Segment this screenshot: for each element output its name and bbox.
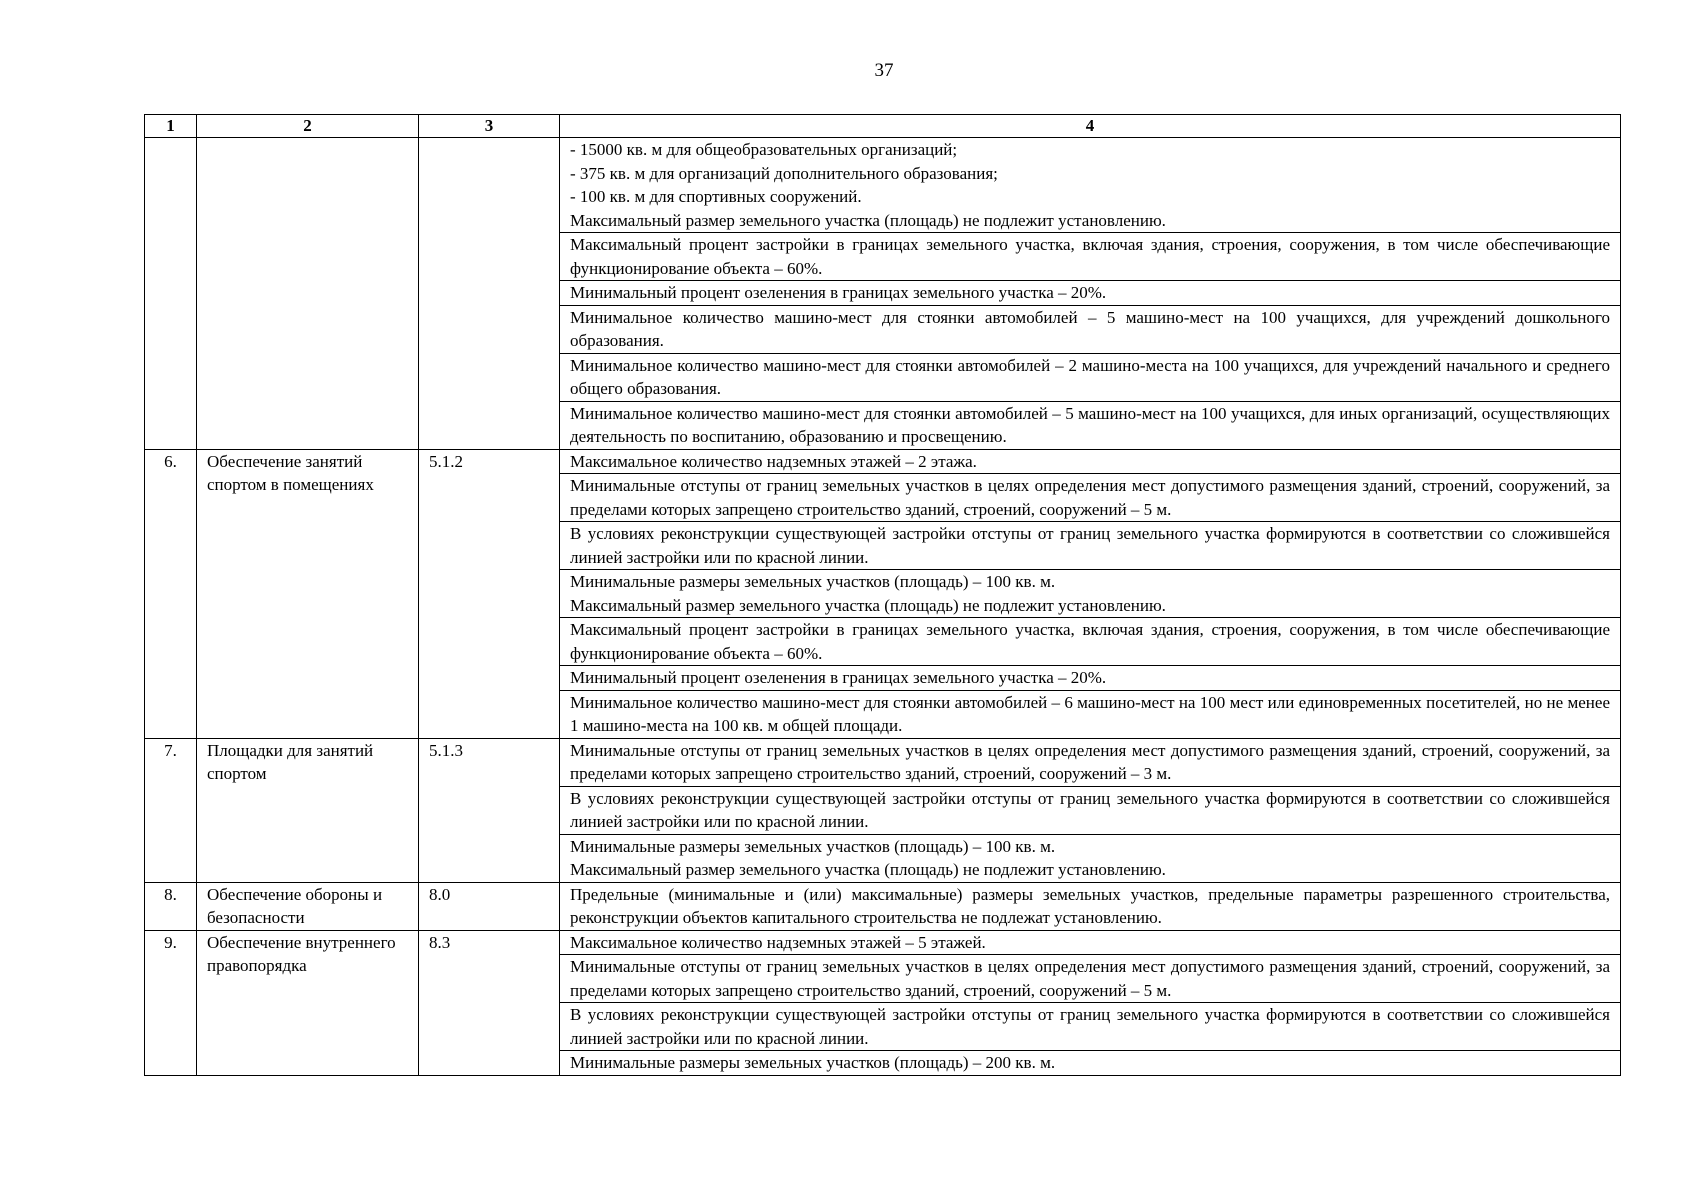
row-parameter-cell: В условиях реконструкции существующей застройки отступы от границ земельного участка формируются в соответствии со сложившейся линией застройки или по красной линии. <box>560 1003 1621 1051</box>
row-name-cell: Обеспечение внутреннего правопорядка <box>197 930 419 1075</box>
row-number-cell <box>145 138 197 450</box>
row-code-cell <box>419 138 560 450</box>
regulations-table <box>144 114 1621 1076</box>
row-parameter-cell <box>560 570 1621 618</box>
table-body <box>145 138 1621 1076</box>
row-name-cell: Площадки для занятий спортом <box>197 738 419 882</box>
table-row <box>145 930 1621 955</box>
row-parameter-cell: Минимальные размеры земельных участков (площадь) – 200 кв. м. <box>560 1051 1621 1076</box>
row-code-cell: 8.0 <box>419 882 560 930</box>
row-parameter-cell: Минимальное количество машино-мест для стоянки автомобилей – 2 машино-места на 100 учащихся, для учреждений начального и среднего общего образования. <box>560 353 1621 401</box>
row-parameter-cell: В условиях реконструкции существующей застройки отступы от границ земельного участка формируются в соответствии со сложившейся линией застройки или по красной линии. <box>560 522 1621 570</box>
row-code-cell: 5.1.3 <box>419 738 560 882</box>
row-parameter-cell: Минимальный процент озеленения в границах земельного участка – 20%. <box>560 281 1621 306</box>
row-code-cell: 5.1.2 <box>419 449 560 738</box>
text-line: - 100 кв. м для спортивных сооружений. <box>570 187 862 206</box>
row-parameter-cell: Минимальные отступы от границ земельных участков в целях определения мест допустимого размещения зданий, строений, сооружений, за пределами которых запрещено строительство зданий, строений, сооружений – 5 м. <box>560 474 1621 522</box>
table-row <box>145 882 1621 930</box>
row-parameter-cell: Минимальные отступы от границ земельных участков в целях определения мест допустимого размещения зданий, строений, сооружений, за пределами которых запрещено строительство зданий, строений, сооружений – 5 м. <box>560 955 1621 1003</box>
row-parameter-cell: Минимальное количество машино-мест для стоянки автомобилей – 6 машино-мест на 100 мест или единовременных посетителей, но не менее 1 машино-места на 100 кв. м общей площади. <box>560 690 1621 738</box>
row-parameter-cell <box>560 834 1621 882</box>
page-number: 37 <box>874 60 894 81</box>
row-parameter-cell: В условиях реконструкции существующей застройки отступы от границ земельного участка формируются в соответствии со сложившейся линией застройки или по красной линии. <box>560 786 1621 834</box>
header-col-3: 3 <box>419 115 560 138</box>
header-col-2: 2 <box>197 115 419 138</box>
row-parameter-cell: Максимальный процент застройки в границах земельного участка, включая здания, строения, сооружения, в том числе обеспечивающие функционирование объекта – 60%. <box>560 233 1621 281</box>
table-row <box>145 738 1621 786</box>
text-line: Минимальные размеры земельных участков (площадь) – 100 кв. м. <box>570 836 1056 856</box>
row-parameter-cell: Предельные (минимальные и (или) максимальные) размеры земельных участков, предельные параметры разрешенного строительства, реконструкции объектов капитального строительства не подлежат установлению. <box>560 882 1621 930</box>
text-line: Максимальный размер земельного участка (площадь) не подлежит установлению. <box>570 860 1166 879</box>
row-number-cell: 8. <box>145 882 197 930</box>
row-parameter-cell: Максимальное количество надземных этажей – 2 этажа. <box>560 449 1621 474</box>
row-parameter-cell: Минимальные отступы от границ земельных участков в целях определения мест допустимого размещения зданий, строений, сооружений, за пределами которых запрещено строительство зданий, строений, сооружений – 3 м. <box>560 738 1621 786</box>
header-col-1: 1 <box>145 115 197 138</box>
table-header-row <box>145 115 1621 138</box>
row-name-cell: Обеспечение обороны и безопасности <box>197 882 419 930</box>
row-parameter-cell: Минимальный процент озеленения в границах земельного участка – 20%. <box>560 666 1621 691</box>
text-line: Минимальные размеры земельных участков (площадь) – 100 кв. м. <box>570 572 1056 591</box>
row-parameter-cell: Максимальное количество надземных этажей – 5 этажей. <box>560 930 1621 955</box>
row-parameter-cell: Минимальное количество машино-мест для стоянки автомобилей – 5 машино-мест на 100 учащихся, для учреждений дошкольного образования. <box>560 305 1621 353</box>
row-parameter-cell: Минимальное количество машино-мест для стоянки автомобилей – 5 машино-мест на 100 учащихся, для иных организаций, осуществляющих деятельность по воспитанию, образованию и просвещению. <box>560 401 1621 449</box>
table-row <box>145 138 1621 233</box>
row-parameter-cell: Максимальный процент застройки в границах земельного участка, включая здания, строения, сооружения, в том числе обеспечивающие функционирование объекта – 60%. <box>560 618 1621 666</box>
text-line: - 375 кв. м для организаций дополнительного образования; <box>570 163 998 183</box>
row-number-cell: 6. <box>145 449 197 738</box>
row-parameter-cell <box>560 138 1621 233</box>
text-line: - 15000 кв. м для общеобразовательных организаций; <box>570 140 958 159</box>
row-code-cell: 8.3 <box>419 930 560 1075</box>
row-name-cell: Обеспечение занятий спортом в помещениях <box>197 449 419 738</box>
table-row <box>145 449 1621 474</box>
header-col-4: 4 <box>560 115 1621 138</box>
text-line: Максимальный размер земельного участка (площадь) не подлежит установлению. <box>570 595 1166 615</box>
row-number-cell: 7. <box>145 738 197 882</box>
text-line: Максимальный размер земельного участка (площадь) не подлежит установлению. <box>570 210 1166 230</box>
row-number-cell: 9. <box>145 930 197 1075</box>
row-name-cell <box>197 138 419 450</box>
